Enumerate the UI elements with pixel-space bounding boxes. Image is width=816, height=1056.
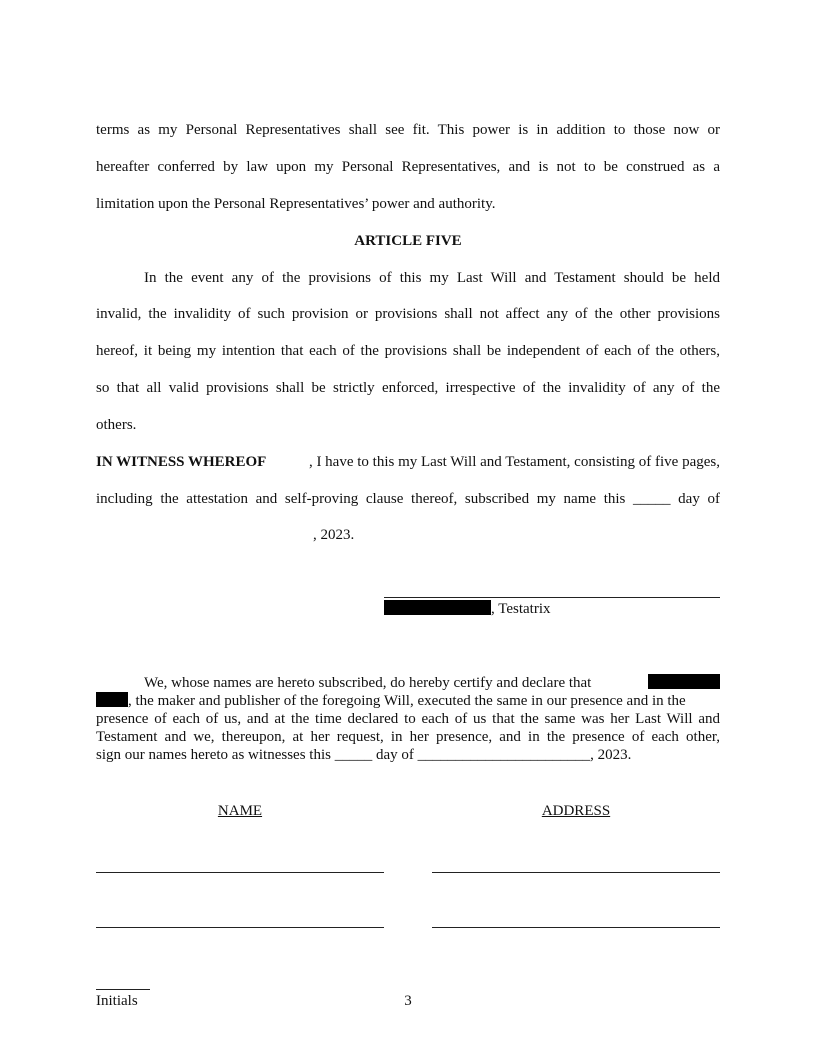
paragraph-line: invalid, the invalidity of such provision or provisions shall not affect any of the other provisions [96,306,720,322]
attestation-text: We, whose names are hereto subscribed, do hereby certify and declare that [144,675,592,691]
paragraph-line: others. [96,417,137,433]
witness-name-line-2 [96,927,384,928]
signature-line [384,597,720,598]
paragraph-line: so that all valid provisions shall be strictly enforced, irrespective of the invalidity of any of the [96,380,720,396]
witness-rest: , I have to this my Last Will and Testament, consisting of five pages, [308,454,720,470]
witness-address-line-1 [432,872,720,873]
paragraph-line: limitation upon the Personal Representatives’ power and authority. [96,196,496,212]
testatrix-label: , Testatrix [491,601,551,617]
initials-line [96,989,150,990]
paragraph-line: hereof, it being my intention that each of the provisions shall be independent of each of the others, [96,343,720,359]
attestation-line [144,674,720,692]
witness-date: , 2023. [313,527,355,543]
redacted-name [384,600,491,615]
redacted-name [96,692,128,707]
attestation-line: sign our names hereto as witnesses this _____ day of _______________________, 2023. [96,747,632,763]
witness-address-line-2 [432,927,720,928]
initials-label: Initials [96,993,138,1009]
attestation-line: Testament and we, thereupon, at her request, in her presence, and in the presence of each other, [96,729,720,745]
name-column-header: NAME [217,803,263,819]
attestation-text: , the maker and publisher of the foregoing Will, executed the same in our presence and in the [128,693,686,709]
paragraph-line: hereafter conferred by law upon my Personal Representatives, and is not to be construed as a [96,159,720,175]
attestation-line [96,692,720,710]
page-number: 3 [404,993,412,1009]
witness-name-line-1 [96,872,384,873]
paragraph-line: terms as my Personal Representatives shall see fit. This power is in addition to those now or [96,122,720,138]
attestation-line: presence of each of us, and at the time declared to each of us that the same was her Last Will and [96,711,720,727]
address-column-header: ADDRESS [541,803,611,819]
testatrix-signature [384,600,720,618]
witness-lead: IN WITNESS WHEREOF [96,454,267,470]
witness-line-1 [96,453,720,471]
witness-line-2: including the attestation and self-proving clause thereof, subscribed my name this _____ day of [96,491,720,507]
paragraph-line: In the event any of the provisions of this my Last Will and Testament should be held [144,270,720,286]
article-heading: ARTICLE FIVE [354,233,462,249]
redacted-name [648,674,720,689]
